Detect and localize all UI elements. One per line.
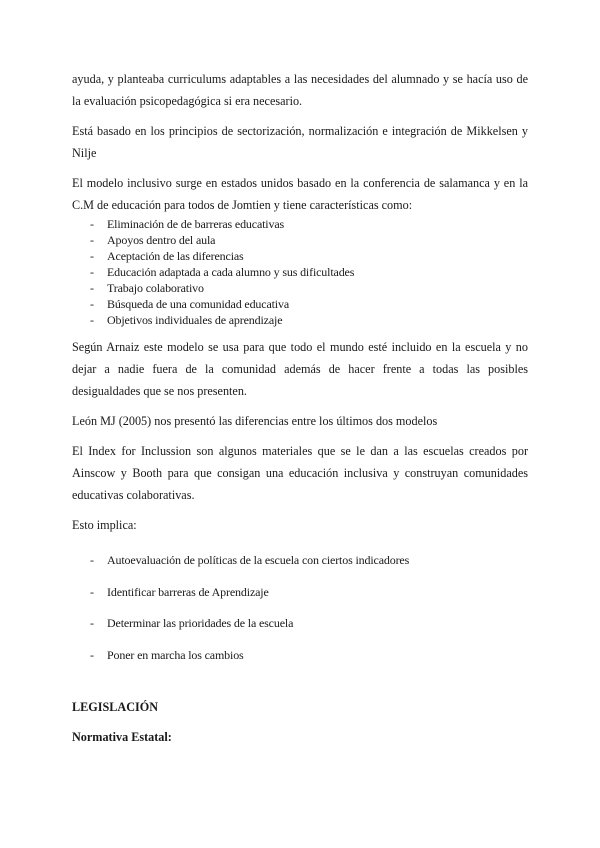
list-item: - Apoyos dentro del aula (90, 233, 216, 247)
implications-list (72, 552, 528, 663)
list-item: - Autoevaluación de políticas de la escuela con ciertos indicadores (90, 553, 410, 567)
list-item: - Objetivos individuales de aprendizaje (90, 313, 283, 327)
list-item: - Aceptación de las diferencias (90, 249, 244, 263)
dash-marker: - (90, 297, 94, 311)
dash-marker: - (90, 553, 94, 567)
legislation-heading: LEGISLACIÓN (72, 699, 159, 714)
dash-marker: - (90, 217, 94, 231)
list-item: - Trabajo colaborativo (90, 281, 204, 295)
page-content (72, 68, 528, 747)
list-item: - Determinar las prioridades de la escuela (90, 616, 294, 630)
state-norms-heading: Normativa Estatal: (72, 729, 172, 744)
paragraph-1: ayuda, y planteaba curriculums adaptables a las necesidades del alumnado y se hacía uso de la evaluación psicopedagógica si era necesario. (72, 72, 528, 108)
dash-marker: - (90, 233, 94, 247)
paragraph-3: El modelo inclusivo surge en estados unidos basado en la conferencia de salamanca y en la C.M de educación para todos de Jomtien y tiene características como: (72, 176, 528, 212)
paragraph-7: Esto implica: (72, 518, 137, 532)
dash-marker: - (90, 584, 94, 599)
list-item: - Identificar barreras de Aprendizaje (90, 584, 269, 599)
characteristics-list (72, 216, 528, 328)
dash-marker: - (90, 616, 94, 630)
dash-marker: - (90, 265, 94, 279)
list-item: - Eliminación de de barreras educativas (90, 217, 285, 231)
paragraph-4: Según Arnaiz este modelo se usa para que todo el mundo esté incluido en la escuela y no dejar a nadie fuera de la comunidad además de hacer frente a todas las posibles desigualdades que se nos presenten. (72, 340, 528, 398)
dash-marker: - (90, 313, 94, 327)
list-item: - Educación adaptada a cada alumno y sus dificultades (90, 265, 355, 279)
paragraph-2: Está basado en los principios de sectorización, normalización e integración de Mikkelsen y Nilje (72, 124, 528, 160)
list-item: - Búsqueda de una comunidad educativa (90, 297, 290, 311)
paragraph-5: León MJ (2005) nos presentó las diferencias entre los últimos dos modelos (72, 414, 438, 428)
paragraph-6: El Index for Inclussion son algunos materiales que se le dan a las escuelas creados por Ainscow y Booth para que consigan una educación inclusiva y construyan comunidades educativas colaborativas. (72, 444, 528, 502)
dash-marker: - (90, 647, 94, 662)
dash-marker: - (90, 249, 94, 263)
list-item: - Poner en marcha los cambios (90, 647, 244, 662)
dash-marker: - (90, 281, 94, 295)
